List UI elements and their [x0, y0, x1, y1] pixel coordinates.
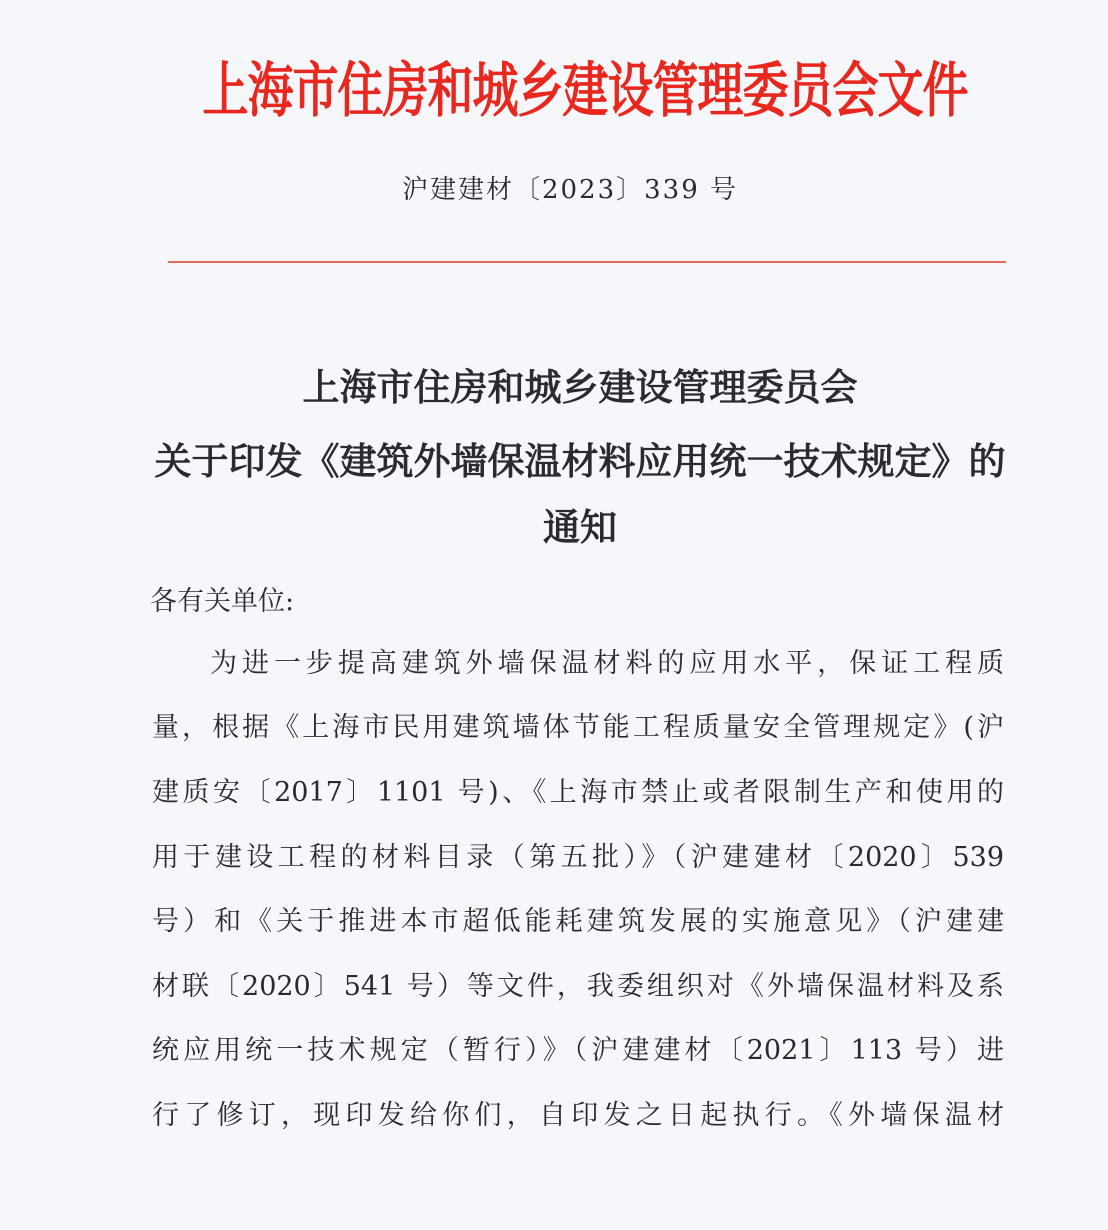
document-number: 沪建建材〔2023〕339 号 — [401, 175, 739, 205]
title-line-2: 关于印发《建筑外墙保温材料应用统一技术规定》的 — [154, 439, 1006, 483]
issuer-letterhead: 上海市住房和城乡建设管理委员会文件 — [202, 54, 968, 126]
salutation: 各有关单位: — [150, 586, 295, 617]
body-line: 行了修订，现印发给你们，自印发之日起执行。《外墙保温材 — [152, 1100, 1004, 1131]
title-line-3: 通知 — [543, 505, 617, 549]
body-line: 号）和《关于推进本市超低能耗建筑发展的实施意见》（沪建建 — [152, 906, 1004, 937]
body-line: 用于建设工程的材料目录（第五批）》（沪建建材〔2020〕539 — [152, 842, 1004, 873]
body-line: 为进一步提高建筑外墙保温材料的应用水平，保证工程质 — [210, 648, 1004, 679]
body-line: 材联〔2020〕541 号）等文件，我委组织对《外墙保温材料及系 — [152, 971, 1004, 1002]
body-line: 建质安〔2017〕1101 号)、《上海市禁止或者限制生产和使用的 — [152, 777, 1004, 808]
body-line: 量，根据《上海市民用建筑墙体节能工程质量安全管理规定》(沪 — [152, 712, 1004, 743]
body-line: 统应用统一技术规定（暂行）》（沪建建材〔2021〕113 号）进 — [152, 1035, 1004, 1066]
header-divider — [168, 261, 1006, 263]
title-line-1: 上海市住房和城乡建设管理委员会 — [302, 365, 858, 409]
